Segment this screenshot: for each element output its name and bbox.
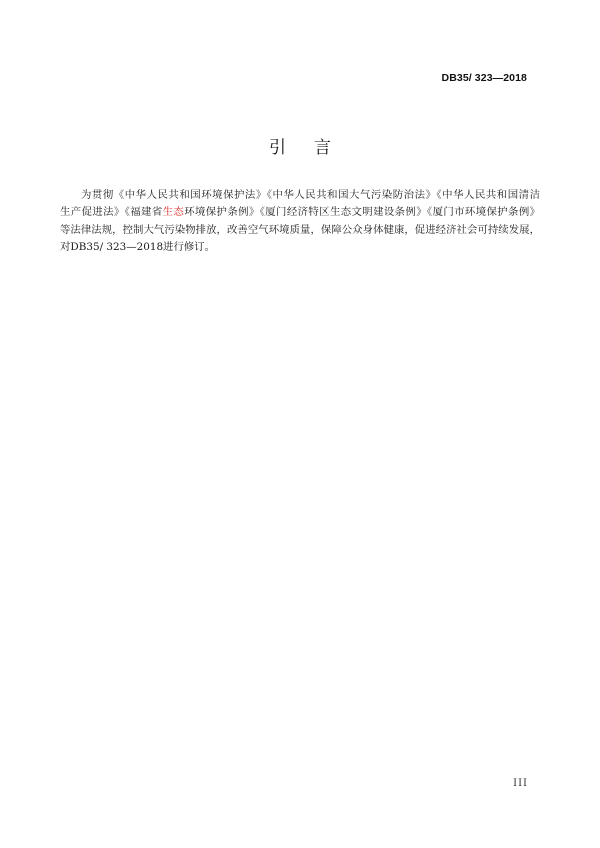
page-title: 引言 [269, 138, 359, 158]
highlighted-text: 生态 [162, 206, 185, 219]
body-paragraph [60, 187, 540, 256]
paragraph-line [60, 187, 540, 204]
text-segment: 生产促进法》《福建省 [60, 206, 163, 219]
text-segment: 为贯彻《中华人民共和国环境保护法》《中华人民共和国大气污染防治法》《中华人民共和国清洁 [81, 189, 540, 201]
text-segment: 环境保护条例》《厦门经济特区生态文明建设条例》《厦门市环境保护条例》 [184, 206, 540, 219]
paragraph-line [60, 222, 540, 239]
text-segment: 对DB35/ 323—2018进行修订。 [60, 240, 216, 253]
paragraph-line [60, 204, 540, 221]
paragraph-line [60, 239, 540, 256]
page-number: III [513, 778, 528, 789]
document-code: DB35/ 323—2018 [441, 72, 527, 84]
text-segment: 等法律法规，控制大气污染物排放，改善空气环境质量，保障公众身体健康，促进经济社会可持续发展， [60, 223, 540, 236]
